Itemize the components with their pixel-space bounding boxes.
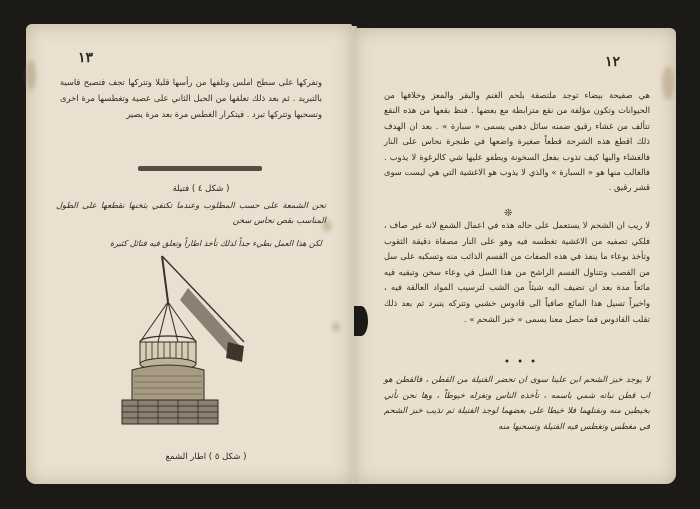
page-number: ١٢ <box>604 54 620 70</box>
body-paragraph <box>60 74 322 122</box>
paragraph-text: تحن الشمعة على حسب المطلوب وعندما تكتفي بثخنها تقطعها على الطول المناسب بقص نحاس سخن <box>56 200 326 225</box>
left-page <box>26 24 352 484</box>
paragraph-text: وتفركها على سطح املس وتلفها من رأسها قليلا وتتركها تجف فتصبح قاسية بالتبريد . ثم بعد ذلك تعلقها من الحبل الثاني على عصية وتغطسها مرة اخرى وتسحبها وتتركها تبرد . فيتكرار الغطس مرة بعد مرة يصير <box>60 77 322 119</box>
body-paragraph <box>82 237 322 251</box>
page-tear <box>354 306 368 336</box>
page-stain <box>662 66 674 100</box>
paragraph-text: هي صفيحة بيضاء توجد ملتصقة بلحم الغنم والبقر والمعز وخلافها من الحيوانات وتكون مؤلفة من نقع مترابطة مع بعضها . فنظ بقعها من هذه النقع تتألف من غشاء رقيق ضمنه سائل دهني يسمى « سبارة » . بعد ان الهدف ذلك اقطع هذه الشرحة قطعاً صغيرة واضعها في طنجرة نحاس على النار فالغشاء والبها كيف تذوب بفعل السخونة ويطفو عليها شي كالرغوة لا يذوب . فالغالب منها هو « السبارة » والذي لا يذوب هو الاغشية التي هي ليست سوى قشر رقيق . <box>384 90 650 193</box>
body-paragraph <box>384 372 650 434</box>
body-paragraph <box>56 198 326 228</box>
figure-caption: ( شكل ٥ ) اطار الشمع <box>165 452 247 462</box>
page-number: ١٣ <box>78 50 94 66</box>
page-stain <box>332 322 340 332</box>
figure-caption: ( شكل ٤ ) فتيلة <box>172 184 230 194</box>
paragraph-text: لا يوجد خبز الشحم ابن علينا سوى ان تحضر الفتيلة من القطن ، فالقطن هو اب قطن نباته شمي باسمه ، تأخذه الناس وتغزله خيوطاً ، وها نحن نأتي بخيطين منه ونفتلهما فلا خيطا على بعضهما لوجد الفتيلة ثم تذيب خبز الشحم في مغطس وتغطس فيه الفتيلة وتسحبها منه <box>384 374 650 431</box>
separator-rule <box>138 166 262 171</box>
paragraph-text: لا ريب ان الشحم لا يستعمل على حاله هذه في اعمال الشمع لانه غير صاف ، فلكي تصفيه من الاغشية تغطسه فيه وهو على النار مصفاة دقيقة الثقوب وتأخذ بوعاء ما ينفذ في هذه الصفات من القسم الذائب منه وتسكبه على سل من القصب وتتناول القسم الراشح من هذا السل في وعاء سخن وتبقيه فيه مائعاً مدة بعد ان تضيف اليه شيئاً من الشب لترسيب المواد العالقة فيه ، واخيراً تسيل هذا المائع صافياً الى قادوس خشبي وتتركه يتبرد ثم بعد ذلك تقلب القادوس فما حصل معنا يسمى « خبز الشحم » . <box>384 220 650 324</box>
body-paragraph <box>384 88 650 196</box>
candle-frame-illustration <box>118 250 248 430</box>
body-paragraph <box>384 218 650 327</box>
paragraph-text: لكن هذا العمل بطيء جداً لذلك تأخذ اطاراً وتعلق فيه فتائل كثيرة <box>109 239 322 248</box>
right-page <box>354 28 676 484</box>
page-stain <box>26 60 36 90</box>
section-ornament: • • • <box>504 357 539 368</box>
section-ornament: ❊ <box>504 208 513 219</box>
